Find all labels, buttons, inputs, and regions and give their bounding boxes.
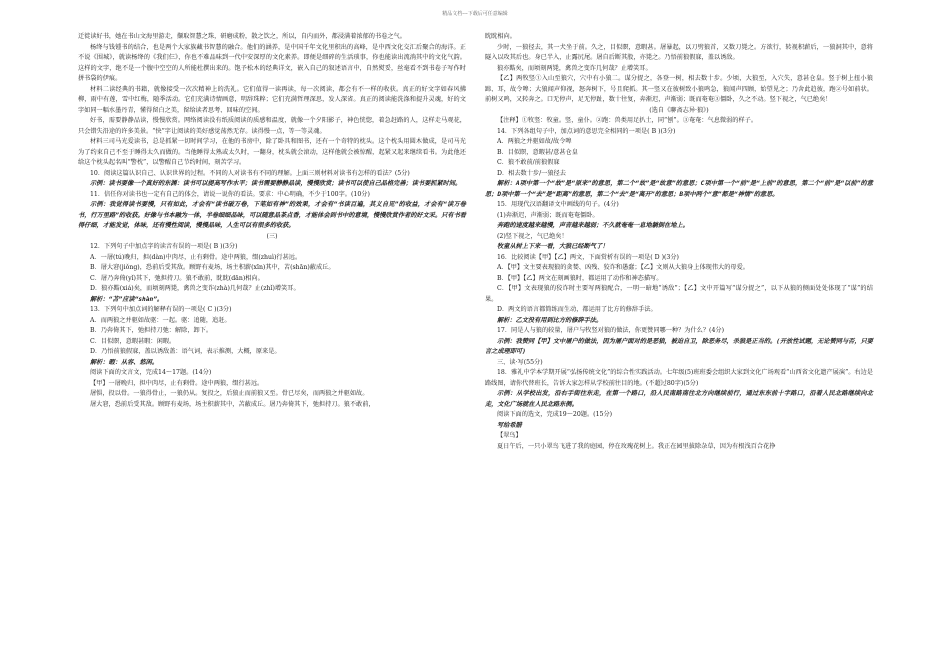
answer-text: 示例：从学校出发，沿右手街往东走，在第一个路口，沿人民南路南往北方向继续前行，通过东东前十字路口，沿着人民北路继续向北走，文化广场就在人民北路东侧。 bbox=[485, 390, 873, 408]
section-heading: (选自《聊斋志异·狼》) bbox=[649, 106, 709, 114]
paragraph: C．屠乃奔倚(yǐ)其下，弛担持刀。狼不敢前，眈眈(dān)相向。 bbox=[90, 274, 264, 282]
paragraph: 杨绛与钱锺书的结合，也是两个大家族藏书智慧的融合。他们的涵养，是中国千年文化里积出的高峰，是中西文化交汇后聚合的海洋。正不说《围城》，就读杨绛的《我们仨》，你也不难品味到一代中安深厚的文化素养。即便是细碎的生活琐事，你也能读出流淌其中的文化气韵。这样的文字，绝不是一个腹中空空的人所能杜撰出来的。饱予松木的经典详文，嵌入自己的叙述语言中，自然熨妥，丝毫看不到书卷子写作时拼书袋的伊痕。 bbox=[78, 43, 466, 82]
paragraph: 12．下列句子中加点字的读音有误的一项是( B )(3分) bbox=[90, 243, 238, 250]
paragraph: 16．比较阅读【甲】【乙】两文，下面赏析有误的一项是( D )(3分) bbox=[497, 253, 679, 261]
paragraph: 阅读下面的选文，完成19～20题。(15分) bbox=[497, 411, 613, 418]
paragraph: 屠惧，投以骨。一狼得骨止，一狼仍从。复投之，后狼止而前狼又至。骨已尽矣，而两狼之并驱如故。 bbox=[90, 390, 369, 397]
paragraph: 【注释】①牧竖：牧童。竖，童仆。②跑：兽类用足扒土，同“刨”。③奄奄：气息微弱的样子。 bbox=[497, 117, 758, 124]
paragraph: D．狼亦黠(xiá)矣，而顷刻两毙，禽兽之变诈(zhà)几何哉？止(zhǐ)增笑耳。 bbox=[90, 285, 300, 292]
paragraph: C．狼不敢前/前狼假寐 bbox=[497, 159, 560, 166]
answer-text: 示例：我觉得读书要慢，只有如此，才会有“读书破万卷，下笔如有神”的效果，才会有“书读百遍，其义自见”的收益，才会有“读万卷书，行万里路”的收获。好像与书本融为一体，半卷细细品味，可以随意品茶点香，才能体会到书中的意境，慢慢欣赏作者的好文采。只有书看得仔细，才能发觉，体味，还有慢性阅读，慢慢品味，人生可以有很多的收获。 bbox=[78, 201, 466, 229]
section-heading: (三) bbox=[266, 232, 278, 240]
paragraph: 少时，一狼径去，其一犬坐于前。久之，目似瞑，意暇甚。屠暴起，以刀劈狼首，又数刀毙之。方欲行，转视积薪后，一狼洞其中，意将隧入以攻其后也。身已半入，止露尻尾。屠自后断其股，亦毙之。乃悟前狼假寐，盖以诱敌。 bbox=[485, 43, 873, 61]
paragraph: D．相去数十步/一狼径去 bbox=[497, 169, 566, 177]
paragraph: A．两狼之并驱如故/故令嗥 bbox=[497, 138, 572, 145]
paragraph: B．屠大窘(jiǒng)，恐前后受其敌。顾野有麦场，场主积薪(xīn)其中，苫(shān)蔽成丘。 bbox=[90, 264, 335, 271]
paragraph: 材料二读经典的书籍，就像接受一次次精神上的洗礼。它们值得一读再读，每一次阅读，都会有不一样的收获。真正的好文字如春风拂柳，雨中有莲，雪中红梅，随季活动。它们充满诗情画意，明辞珠粹；它们充满哲理深思，发人深省。真正的阅读能洗涤和提升灵魂，好的文字如同一幅水墨丹青，懂得留白之美，留给读者思考、回味的空间。 bbox=[78, 85, 466, 114]
paragraph: 狼亦黠矣，而顷刻两毙，禽兽之变诈几何哉？止增笑耳。 bbox=[497, 64, 652, 72]
paragraph: 15．用现代汉语翻译文中画线的句子。(4分) bbox=[497, 201, 619, 208]
paragraph: 18．雅礼中学本学期开展“弘扬传统文化”的综合性实践活动。七年级(5)班班委会组织大家到文化广场观看“山西省文化遗产展演”。右边是路线图，请你代替班长，告诉大家怎样从学校前往目的地。(不超过80字)(5分) bbox=[485, 369, 873, 387]
left-column bbox=[78, 32, 466, 410]
answer-text: 解析：“苫”应读“shàn”。 bbox=[90, 295, 164, 303]
paragraph: 好书，需要静静品读，慢慢欣赏。网络阅读没有纸质阅读的质感和温度，就像一个夕阳影子，神色恍惚，着急赶路的人，这样走马观花，只会错失沿途的许多美景。“快”字让阅读的美好感觉荡然无存。读得慢一点，等一等灵魂。 bbox=[78, 117, 466, 135]
paragraph: 眈眈相向。 bbox=[485, 33, 516, 40]
paragraph: 13．下列句中加点词的解释有误的一项是( C )(3分) bbox=[90, 306, 232, 313]
paragraph: 材料三司马光爱读书，总是抓紧一切时间学习，在他的书房中，除了卧具和图书，还有一个奇特的枕头。这个枕头用圆木做成，是司马光为了约束自己不至于睡得太久而做的。当他睡得太熟或太久时，一翻身，枕头就会滚动，这样他就会被惊醒，起紧又起来继续看书。为此他还给这个枕头起名叫“警枕”，以警醒自己节约时间，刻苦学习。 bbox=[78, 138, 466, 166]
paragraph: A．【甲】文主要表现狼的贪婪、凶残、狡诈和愚蠢；【乙】文则从大狼身上体现伟大的母爱。 bbox=[497, 264, 749, 271]
paragraph: 10．阅读这篇认识自己、认识世界的过程。不同的人对读书有不同的理解。上面三则材料对读书有怎样的看法？(5分) bbox=[90, 169, 410, 177]
paragraph: C．【甲】文表现狼的狡诈时主要写两狼配合，一明一暗地“诱敌”；【乙】文中开篇写“谋分捉之”，以下从狼的侧面处处体现了“谋”的结果。 bbox=[485, 285, 873, 303]
paragraph: 【翠鸟】 bbox=[497, 432, 522, 439]
answer-text: 写给希腊 bbox=[497, 421, 522, 429]
paragraph: B．目似瞑，意暇甚/意甚仓皇 bbox=[497, 148, 578, 156]
answer-text: 解析：暇：从容、悠闲。 bbox=[90, 358, 159, 366]
paragraph: 夏日午后，一只小翠鸟飞进了我的庭园，停在玫瑰花树上。我正在园里拔除杂草，因为有根浅百合花挣 bbox=[497, 442, 776, 450]
paragraph: D．乃悟前狼假寐，盖以诱敌盖：语气词，表示推测，大概，原来是。 bbox=[90, 348, 281, 355]
paragraph: (1)奔渐迟，声渐弱；既而奄奄僵卧。 bbox=[497, 211, 599, 219]
paragraph: 迁徙读好书，她在书山文海里游走，撷取智慧之珠，研磨成粉，散之饮之，所以，自内而外，都浸满着浓郁的书卷之气。 bbox=[78, 33, 406, 40]
paragraph: 阅读下面的文言文，完成14～17题。(14分) bbox=[90, 369, 212, 376]
answer-text: 奔跑的速度越来越慢，声音越来越弱；不久就奄奄一息地躺倒在地上。 bbox=[497, 222, 689, 229]
answer-text: 解析：乙文没有用到比方的修辞手法。 bbox=[497, 316, 603, 324]
paragraph: A．一屠(tú)晚归，担(dàn)中肉尽，止有剩骨。途中两狼，缀(zhuì)行甚远。 bbox=[90, 253, 302, 261]
paragraph: 14．下列各组句子中，加点词的意思完全相同的一项是( B )(3分) bbox=[497, 127, 676, 135]
paragraph: 【乙】两牧竖①入山至狼穴，穴中有小狼二。谋分捉之，各登一树，相去数十步。少顷，大狼至，入穴失，意甚仓皇。竖于树上扭小狼蹄、耳，故令嗥；大狼闻声仰视，怒奔树下，号且爬抓。其一竖又在彼树致小狼鸣急，狼闻声四顾，始望见之；乃舍此趋彼，跑②号如前状。前树又鸣，又转奔之。口无停声，足无停趾，数十往复，奔渐迟，声渐弱；既而奄奄③僵卧，久之不动。竖下视之，气已绝矣！ bbox=[485, 75, 873, 103]
paragraph: C．目似瞑，意暇甚暇：闲暇。 bbox=[90, 337, 176, 345]
answer-text: 示例：读书要像一个真好的东渊：读书可以提高写作水平；读书需要静静品读，慢慢欣赏；读书可以使自己品格完善；读书要抓紧时间。 bbox=[90, 180, 462, 187]
paragraph: 17．同是人与狼的较量，屠户与牧竖对狼的做法，你更赞同哪一种？为什么？(4分) bbox=[497, 327, 725, 334]
answer-text: 示例：我赞同【甲】文中屠户的做法，因为屠户面对的是恶狼，被迫自卫，除恶务尽，杀狼是正当的。(开放性试题，无论赞同与否，只要言之成理即可) bbox=[485, 337, 873, 355]
answer-text: 解析：A项中第一个“故”是“原来”的意思，第二个“故”是“故意”的意思；C项中第一个“前”是“上前”的意思，第二个“前”是“以前”的意思；D项中第一个“去”是“距离”的意思，第二个“去”是“离开”的意思；B项中两个“意”都是“神情”的意思。 bbox=[485, 180, 873, 198]
paragraph: 【甲】一屠晚归，担中肉尽，止有剩骨。途中两狼，缀行甚远。 bbox=[90, 379, 264, 387]
paragraph: (2)竖下视之，气已绝矣！ bbox=[497, 232, 568, 240]
page-header: 精品文档---下载后可任意编辑 bbox=[442, 11, 508, 17]
paragraph: 三、读·写(55分) bbox=[497, 358, 543, 366]
paragraph: B．乃奔倚其下，弛担持刀弛：解除，卸下。 bbox=[90, 327, 213, 334]
answer-text: 牧童从树上下来一看，大狼已经断气了！ bbox=[497, 243, 609, 250]
paragraph: 11．信任你对读书也一定有自己的体会，请说一说你的看法。要求：中心明确，不少于100字。(10分) bbox=[90, 190, 370, 198]
paragraph: D．两文的语言都简练而生动，都运用了比方的修辞手法。 bbox=[497, 306, 657, 313]
paragraph: B．【甲】【乙】两文在刻画狼时，都运用了动作和神态描写。 bbox=[497, 274, 663, 282]
paragraph: A．而两狼之并驱如故驱：一起。驱：追随，追赶。 bbox=[90, 316, 231, 324]
right-column bbox=[485, 32, 873, 452]
paragraph: 屠大窘，恐前后受其敌。顾野有麦场，场主积薪其中，苫蔽成丘。屠乃奔倚其下，弛担持刀。狼不敢前， bbox=[90, 400, 375, 408]
